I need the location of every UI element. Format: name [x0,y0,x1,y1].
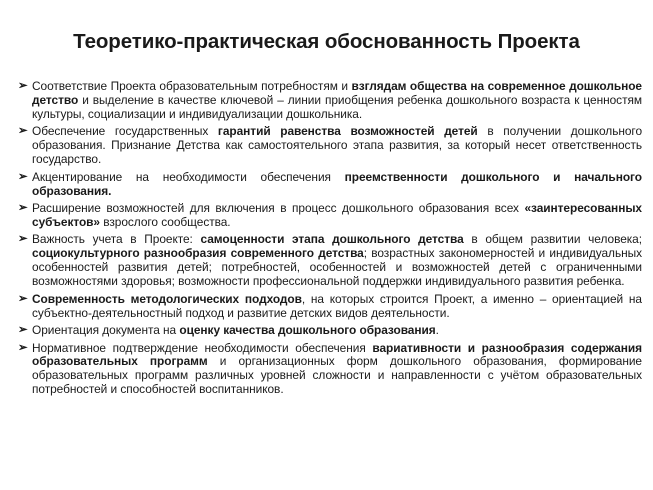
arrow-checkmark-icon: ➢ [18,233,28,246]
bullet-text: взрослого сообщества. [100,214,231,229]
bullet-item [18,80,642,122]
bullet-text: . [435,323,439,338]
bullet-item [18,233,642,289]
arrow-checkmark-icon: ➢ [18,202,28,215]
bullet-text: Важность учета в Проекте: [32,232,201,247]
bullet-emphasis-text: Современность методологических подходов [32,291,302,306]
arrow-checkmark-icon: ➢ [18,341,28,354]
bullet-text: Нормативное подтверждение необходимости обеспечения [32,340,373,355]
arrow-checkmark-icon: ➢ [18,125,28,138]
bullet-emphasis-text: социокультурного разнообразия современного детства [32,246,364,261]
bullet-emphasis-text: гарантий равенства возможностей детей [217,124,478,139]
bullet-text: Обеспечение государственных [32,124,218,139]
slide-title: Теоретико-практическая обоснованность Проекта [73,30,580,53]
bullet-emphasis-text: «заинтересованных субъектов» [32,201,642,229]
bullet-text: ; возрастных закономерностей и индивидуальных особенностей развития детей; потребностей, особенностей и возможностей детей с ограниченными возможностями здоровья; возможности профессиональной поддержки индивидуального развития ребенка. [32,246,642,289]
bullet-text: в получении дошкольного образования. Признание Детства как самостоятельного этапа развития, за который несет ответственность государство. [32,124,643,167]
arrow-checkmark-icon: ➢ [18,80,28,92]
bullet-text: в общем развитии человека; [463,232,642,247]
bullet-emphasis-text: взглядам общества на современное дошкольное детство [32,79,642,107]
arrow-checkmark-icon: ➢ [18,292,28,305]
bullet-item [18,202,642,230]
bullet-list [18,80,642,401]
bullet-emphasis-text: самоценности этапа дошкольного детства [200,232,464,247]
bullet-item [18,171,642,199]
bullet-text: и организационных форм дошкольного образования, формирование образовательных программ различных уровней сложности и направленности с учётом образовательных потребностей и способностей воспитанников. [32,354,642,397]
bullet-text: Ориентация документа на [32,323,180,338]
bullet-text: Соответствие Проекта образовательным потребностям и [32,79,352,93]
arrow-checkmark-icon: ➢ [18,324,28,337]
bullet-emphasis-text: преемственности дошкольного и начального образования. [32,169,642,198]
bullet-emphasis-text: вариативности и разнообразия содержания образовательных программ [32,340,642,369]
bullet-item [18,293,642,321]
bullet-text: , на которых строится Проект, а именно – ориентацией на субъектно-деятельностный подход и развитие детских видов деятельности. [32,291,642,320]
bullet-text: и выделение в качестве ключевой – линии приобщения ребенка дошкольного возраста к ценностям культуры, социализации и индивидуализации дошкольника. [32,92,642,121]
bullet-item [18,342,642,398]
bullet-item [18,324,642,338]
bullet-text: Акцентирование на необходимости обеспечения [32,169,345,184]
bullet-text: Расширение возможностей для включения в процесс дошкольного образования всех [32,201,525,216]
arrow-checkmark-icon: ➢ [18,170,28,183]
bullet-emphasis-text: оценку качества дошкольного образования [179,323,436,338]
bullet-item [18,125,642,167]
